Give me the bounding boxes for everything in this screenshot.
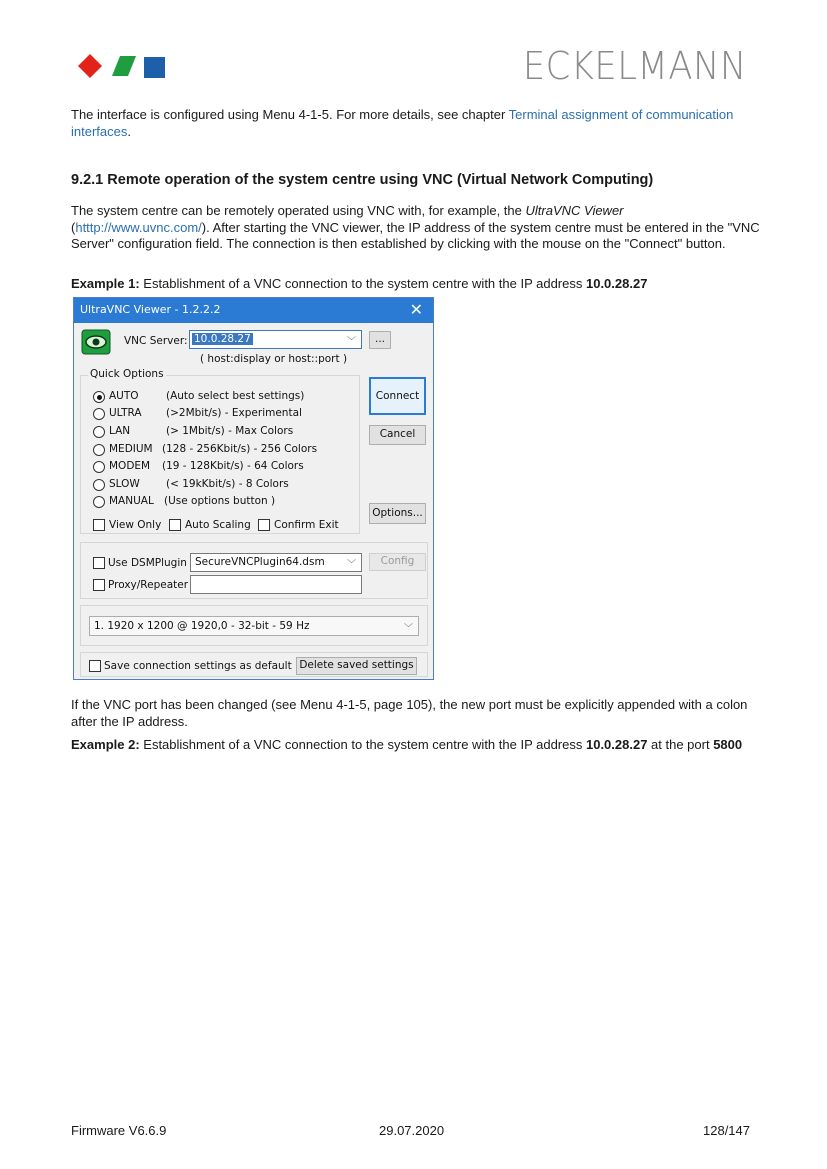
- display-select[interactable]: [89, 616, 419, 636]
- logo-green-tile: [112, 56, 136, 76]
- section-paragraph-1: The system centre can be remotely operated using VNC with, for example, the UltraVNC Viewer (htttp://www.uvnc.com/). After starting the VNC viewer, the IP address of the system centre must be entered in the "VNC Server" configuration field. The connection is then established by clicking with the mouse on the "Connect" button.: [71, 203, 760, 251]
- save-default-checkbox[interactable]: [89, 660, 101, 672]
- confirm-exit-checkbox[interactable]: [258, 519, 270, 531]
- section-heading: 9.2.1 Remote operation of the system centre using VNC (Virtual Network Computing): [71, 172, 654, 188]
- view-only-label: View Only: [109, 519, 162, 531]
- use-dsm-label: Use DSMPlugin: [108, 557, 187, 569]
- vnc-server-value: 10.0.28.27: [194, 333, 251, 345]
- logo-red-tile: [78, 54, 102, 78]
- intro-paragraph: The interface is configured using Menu 4-1-5. For more details, see chapter Terminal assignment of communication interfaces.: [71, 107, 734, 139]
- display-value: 1. 1920 x 1200 @ 1920,0 - 32-bit - 59 Hz: [94, 620, 310, 632]
- chevron-down-icon: ﹀: [403, 624, 413, 634]
- confirm-exit-label: Confirm Exit: [274, 519, 339, 531]
- option-name: AUTO: [109, 390, 139, 402]
- radio-medium[interactable]: [93, 444, 105, 456]
- example-1-caption: Example 1: Establishment of a VNC connection to the system centre with the IP address 10.0.28.27: [71, 276, 648, 291]
- section-paragraph-2: If the VNC port has been changed (see Menu 4-1-5, page 105), the new port must be explicitly appended with a colon after the IP address.: [71, 697, 748, 729]
- chapter-link[interactable]: Terminal assignment of communication interfaces: [71, 107, 734, 139]
- dsm-plugin-select[interactable]: [190, 553, 362, 572]
- logo-blue-tile: [144, 57, 165, 78]
- option-desc: (Use options button ): [164, 495, 276, 507]
- option-desc: (> 1Mbit/s) - Max Colors: [166, 425, 294, 437]
- dsm-plugin-value: SecureVNCPlugin64.dsm: [195, 556, 325, 568]
- vnc-server-combo[interactable]: [189, 330, 362, 349]
- close-icon[interactable]: ✕: [409, 300, 423, 319]
- option-name: MODEM: [109, 460, 151, 472]
- connect-button[interactable]: Connect: [369, 377, 426, 415]
- option-desc: (128 - 256Kbit/s) - 256 Colors: [162, 443, 318, 455]
- option-name: MANUAL: [109, 495, 154, 507]
- option-desc: (Auto select best settings): [166, 390, 305, 402]
- save-default-label: Save connection settings as default: [104, 660, 292, 672]
- chevron-down-icon: ﹀: [346, 560, 356, 570]
- footer-date: 29.07.2020: [379, 1123, 445, 1138]
- view-only-checkbox[interactable]: [93, 519, 105, 531]
- proxy-checkbox[interactable]: [93, 579, 105, 591]
- proxy-label: Proxy/Repeater: [108, 579, 189, 591]
- example-2-caption: Example 2: Establishment of a VNC connection to the system centre with the IP address 10.0.28.27 at the port 5800: [71, 737, 743, 752]
- config-button[interactable]: Config: [369, 553, 426, 571]
- cancel-button[interactable]: Cancel: [369, 425, 426, 445]
- delete-saved-button[interactable]: Delete saved settings: [296, 657, 417, 675]
- proxy-input[interactable]: [190, 575, 362, 594]
- footer-page: 128/147: [703, 1123, 750, 1138]
- radio-manual[interactable]: [93, 496, 105, 508]
- eckelmann-logo: [76, 52, 168, 80]
- ultravnc-dialog: [73, 297, 434, 680]
- option-name: SLOW: [109, 478, 140, 490]
- option-desc: (19 - 128Kbit/s) - 64 Colors: [162, 460, 304, 472]
- radio-auto[interactable]: [93, 391, 105, 403]
- radio-slow[interactable]: [93, 479, 105, 491]
- options-button[interactable]: Options...: [369, 503, 426, 524]
- radio-modem[interactable]: [93, 461, 105, 473]
- vnc-server-label: VNC Server:: [124, 335, 188, 347]
- option-name: LAN: [109, 425, 131, 437]
- dialog-title: UltraVNC Viewer - 1.2.2.2: [80, 303, 221, 316]
- chevron-down-icon: ﹀: [346, 337, 356, 347]
- server-format-hint: ( host:display or host::port ): [200, 353, 348, 365]
- quick-options-label: Quick Options: [90, 368, 164, 380]
- use-dsm-checkbox[interactable]: [93, 557, 105, 569]
- option-name: MEDIUM: [109, 443, 153, 455]
- option-desc: (< 19kKbit/s) - 8 Colors: [166, 478, 289, 490]
- option-desc: (>2Mbit/s) - Experimental: [166, 407, 302, 419]
- browse-button[interactable]: ...: [369, 331, 391, 349]
- option-name: ULTRA: [109, 407, 142, 419]
- radio-ultra[interactable]: [93, 408, 105, 420]
- vnc-eye-icon: [81, 329, 111, 355]
- uvnc-link[interactable]: htttp://www.uvnc.com/: [75, 219, 202, 235]
- dialog-titlebar: [74, 298, 433, 323]
- brand-name: ECKELMANN: [523, 44, 747, 88]
- auto-scaling-checkbox[interactable]: [169, 519, 181, 531]
- footer-firmware: Firmware V6.6.9: [71, 1123, 167, 1138]
- auto-scaling-label: Auto Scaling: [185, 519, 251, 531]
- radio-lan[interactable]: [93, 426, 105, 438]
